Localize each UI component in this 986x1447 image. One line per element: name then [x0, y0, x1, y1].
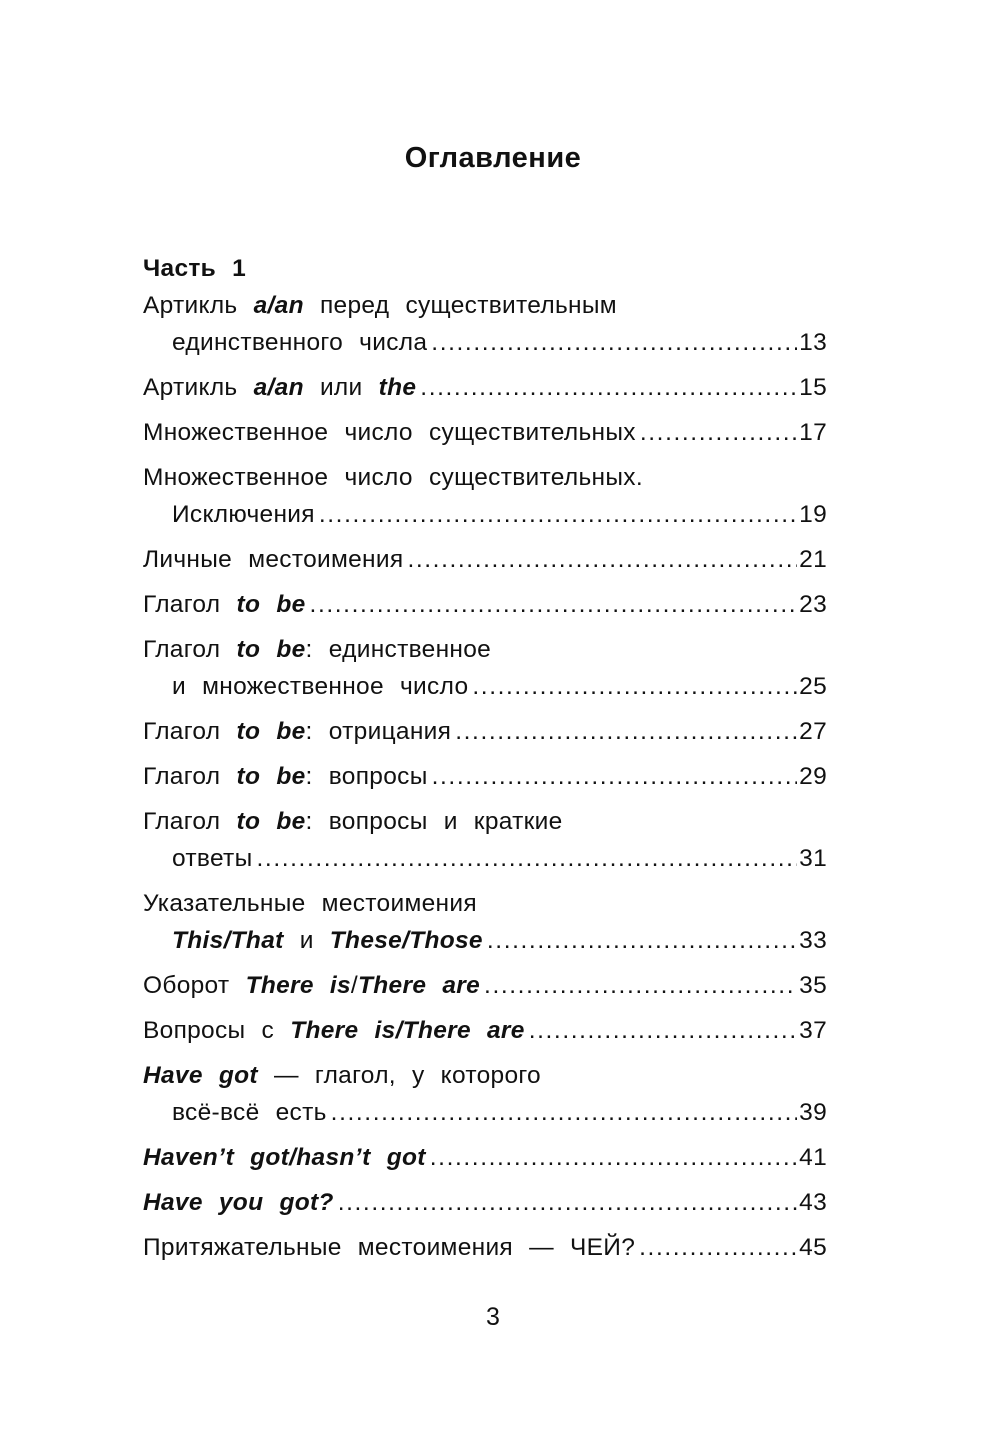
entry-text: : вопросы и краткие — [305, 808, 563, 835]
entry-title — [143, 1184, 334, 1221]
entry-page-number: 39 — [799, 1099, 827, 1126]
entry-emphasis: Have you got? — [143, 1189, 334, 1216]
entry-emphasis: a/an — [253, 374, 304, 401]
entry-title — [143, 713, 451, 750]
entry-emphasis: There is — [245, 972, 351, 999]
entry-text: Глагол — [143, 808, 237, 835]
entry-text: и множественное число — [172, 673, 469, 700]
toc-entry[interactable] — [143, 1184, 827, 1221]
entry-title — [143, 1012, 525, 1049]
entry-page-number: 41 — [799, 1144, 827, 1171]
entry-page-number: 27 — [799, 718, 827, 745]
page-number: 3 — [486, 1303, 500, 1331]
entry-title — [143, 1229, 635, 1266]
toc-row — [143, 541, 827, 578]
toc-row — [143, 1184, 827, 1221]
toc-row — [143, 1094, 827, 1131]
entry-emphasis: Have got — [143, 1062, 258, 1089]
entry-title-first-line — [143, 885, 827, 922]
entry-title-first-line — [143, 459, 827, 496]
table-of-contents — [143, 250, 827, 1274]
entry-emphasis: to be — [236, 763, 306, 790]
entry-title — [172, 496, 315, 533]
entry-text: и — [283, 927, 330, 954]
toc-row — [143, 1229, 827, 1266]
entry-title-first-line — [143, 631, 827, 668]
dot-leader — [432, 758, 798, 795]
entry-emphasis: Haven’t got/hasn’t got — [143, 1144, 426, 1171]
entry-text: единственного числа — [172, 329, 428, 356]
entry-emphasis: There are — [358, 972, 481, 999]
dot-leader — [338, 1184, 797, 1221]
entry-title — [172, 922, 483, 959]
entry-text: Вопросы с — [143, 1017, 291, 1044]
toc-entry[interactable] — [143, 1057, 827, 1131]
dot-leader — [431, 324, 797, 361]
toc-entry[interactable] — [143, 967, 827, 1004]
toc-row — [143, 840, 827, 877]
entry-text: Артикль — [143, 292, 254, 319]
dot-leader — [484, 967, 797, 1004]
toc-row — [143, 668, 827, 705]
entry-emphasis: There is/There are — [290, 1017, 525, 1044]
toc-entries — [143, 287, 827, 1266]
entry-text: Исключения — [172, 501, 315, 528]
entry-text: : отрицания — [305, 718, 452, 745]
toc-entry[interactable] — [143, 586, 827, 623]
toc-entry[interactable] — [143, 713, 827, 750]
dot-leader — [331, 1094, 797, 1131]
toc-entry[interactable] — [143, 631, 827, 705]
entry-page-number: 45 — [799, 1234, 827, 1261]
toc-entry[interactable] — [143, 541, 827, 578]
entry-text: Оборот — [143, 972, 246, 999]
entry-page-number: 37 — [799, 1017, 827, 1044]
dot-leader — [407, 541, 797, 578]
entry-title-first-line — [143, 287, 827, 324]
entry-page-number: 23 — [799, 591, 827, 618]
dot-leader — [310, 586, 798, 623]
toc-entry[interactable] — [143, 803, 827, 877]
entry-text: Множественное число существительных — [143, 419, 636, 446]
toc-row — [143, 586, 827, 623]
entry-page-number: 21 — [799, 546, 827, 573]
entry-page-number: 19 — [799, 501, 827, 528]
part-heading: Часть 1 — [143, 255, 247, 282]
entry-page-number: 33 — [799, 927, 827, 954]
entry-text: Личные местоимения — [143, 546, 404, 573]
entry-title — [143, 758, 428, 795]
toc-row — [143, 1012, 827, 1049]
entry-title — [172, 1094, 327, 1131]
entry-emphasis: This/That — [172, 927, 284, 954]
entry-text: : единственное — [305, 636, 492, 663]
entry-emphasis: a/an — [253, 292, 304, 319]
entry-title — [172, 840, 253, 877]
entry-text: Глагол — [143, 763, 237, 790]
dot-leader — [487, 922, 797, 959]
dot-leader — [420, 369, 797, 406]
toc-row — [143, 369, 827, 406]
entry-page-number: 43 — [799, 1189, 827, 1216]
toc-row — [143, 324, 827, 361]
entry-text: — глагол, у которого — [257, 1062, 541, 1089]
dot-leader — [319, 496, 797, 533]
toc-row — [143, 967, 827, 1004]
entry-text: перед существительным — [303, 292, 617, 319]
entry-title-first-line — [143, 803, 827, 840]
entry-text: или — [303, 374, 379, 401]
entry-title — [143, 1139, 426, 1176]
toc-row — [143, 414, 827, 451]
toc-entry[interactable] — [143, 885, 827, 959]
toc-entry[interactable] — [143, 1229, 827, 1266]
entry-text: : вопросы — [305, 763, 428, 790]
entry-title — [172, 668, 468, 705]
dot-leader — [639, 1229, 797, 1266]
entry-title — [143, 369, 416, 406]
page-title: Оглавление — [404, 142, 582, 174]
entry-emphasis: to be — [236, 808, 306, 835]
entry-title — [143, 967, 480, 1004]
entry-page-number: 31 — [799, 845, 827, 872]
entry-page-number: 17 — [799, 419, 827, 446]
entry-text: / — [350, 972, 359, 999]
entry-text: Множественное число существительных. — [143, 464, 643, 491]
entry-text: Притяжательные местоимения — ЧЕЙ? — [143, 1234, 636, 1261]
dot-leader — [430, 1139, 797, 1176]
entry-page-number: 35 — [799, 972, 827, 999]
entry-title — [143, 414, 636, 451]
entry-title — [172, 324, 427, 361]
toc-entry[interactable] — [143, 758, 827, 795]
entry-text: Глагол — [143, 636, 237, 663]
entry-title-first-line — [143, 1057, 827, 1094]
toc-row — [143, 496, 827, 533]
entry-page-number: 25 — [799, 673, 827, 700]
dot-leader — [455, 713, 797, 750]
toc-entry[interactable] — [143, 1139, 827, 1176]
entry-emphasis: to be — [236, 636, 306, 663]
entry-text: всё-всё есть — [172, 1099, 327, 1126]
dot-leader — [472, 668, 797, 705]
entry-title — [143, 586, 306, 623]
dot-leader — [257, 840, 798, 877]
dot-leader — [640, 414, 797, 451]
entry-page-number: 29 — [799, 763, 827, 790]
toc-row — [143, 1139, 827, 1176]
toc-row — [143, 922, 827, 959]
entry-emphasis: to be — [236, 591, 306, 618]
entry-text: Глагол — [143, 591, 237, 618]
entry-text: Указательные местоимения — [143, 890, 477, 917]
entry-text: Артикль — [143, 374, 254, 401]
toc-entry[interactable] — [143, 1012, 827, 1049]
dot-leader — [529, 1012, 797, 1049]
entry-text: Глагол — [143, 718, 237, 745]
entry-emphasis: to be — [236, 718, 306, 745]
toc-row — [143, 758, 827, 795]
entry-title — [143, 541, 403, 578]
toc-entry[interactable] — [143, 414, 827, 451]
entry-page-number: 15 — [799, 374, 827, 401]
toc-entry[interactable] — [143, 369, 827, 406]
entry-emphasis: the — [378, 374, 417, 401]
entry-text: ответы — [172, 845, 253, 872]
entry-emphasis: These/Those — [329, 927, 483, 954]
toc-entry[interactable] — [143, 459, 827, 533]
toc-entry[interactable] — [143, 287, 827, 361]
toc-row — [143, 713, 827, 750]
entry-page-number: 13 — [799, 329, 827, 356]
